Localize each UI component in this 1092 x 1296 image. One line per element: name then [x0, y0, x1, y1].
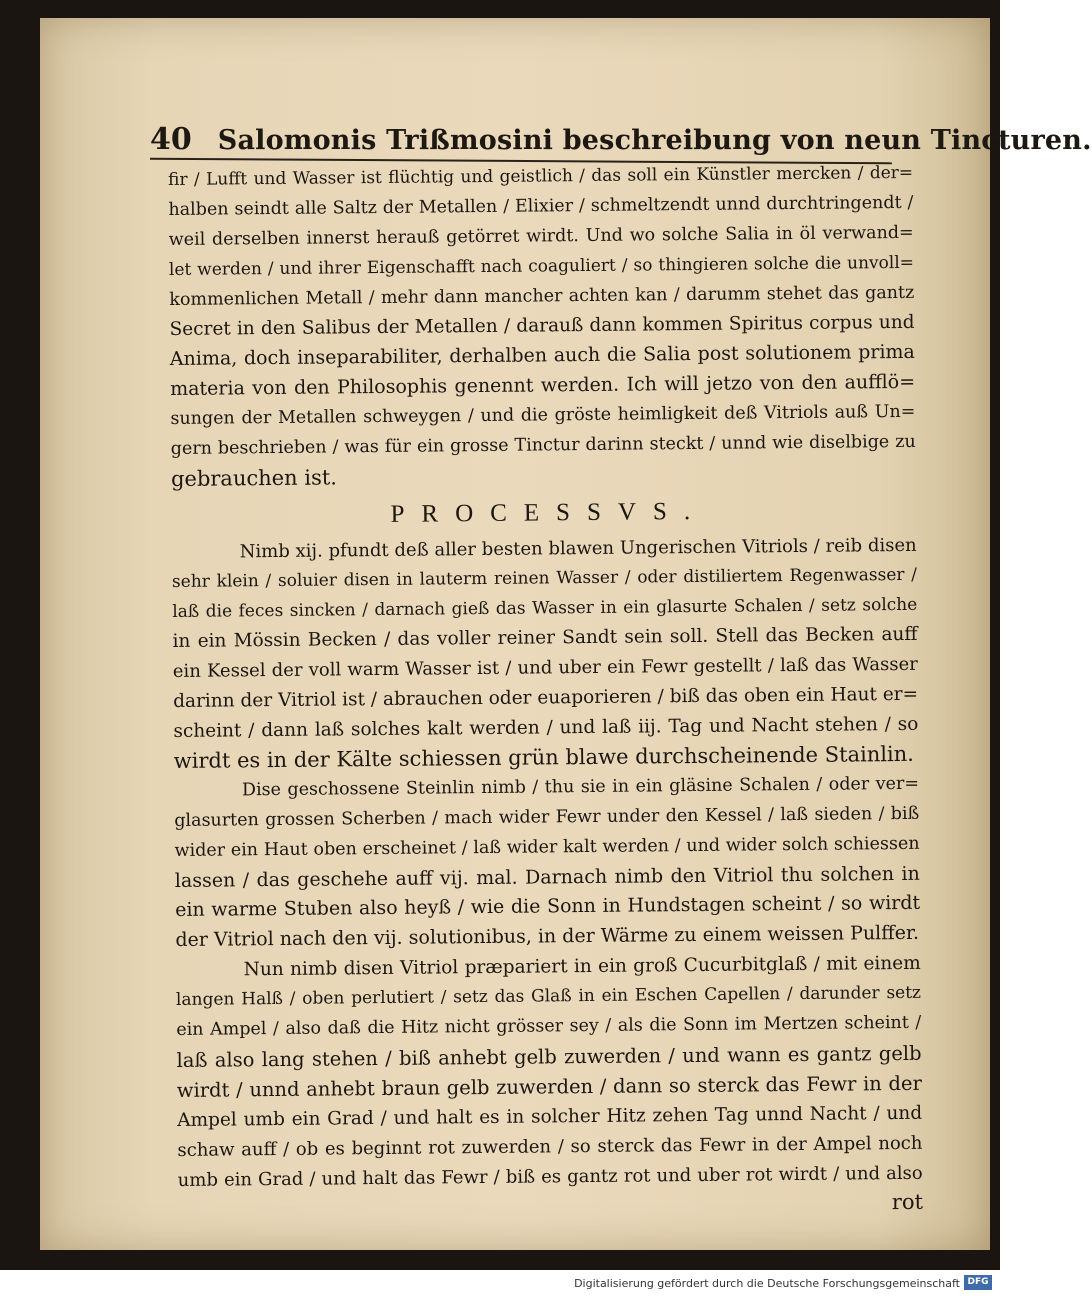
process-line: Nimb xij. pfundt deß aller besten blawen Ungerischen Vitriols / reib disen — [239, 534, 917, 563]
running-head — [150, 122, 1092, 162]
process-line: der Vitriol nach den vij. solutionibus, in der Wärme zu einem weissen Pulffer. — [175, 922, 920, 952]
process-line: umb ein Grad / und halt das Fewr / biß es gantz rot und uber rot wirdt / und also — [177, 1162, 923, 1191]
process-line: laß also lang stehen / biß anhebt gelb zuwerden / und wann es gantz gelb — [176, 1041, 922, 1072]
text-line: fir / Lufft und Wasser ist flüchtig und geistlich / das soll ein Künstler mercken / der= — [168, 162, 914, 190]
process-line: wider ein Haut oben erscheinet / laß wider kalt werden / und wider solch schiessen — [174, 833, 920, 861]
text-line: Anima, doch inseparabiliter, derhalben auch die Salia post solutionem prima — [169, 341, 915, 371]
process-line: laß die feces sincken / darnach gieß das Wasser in ein glasurte Schalen / setz solche — [172, 594, 918, 622]
process-line: glasurten grossen Scherben / mach wider Fewr under den Kessel / laß sieden / biß — [174, 803, 920, 831]
process-line: in ein Mössin Becken / das voller reiner Sandt sein soll. Stell das Becken auff — [172, 624, 918, 653]
section-heading: PROCESSVS. — [390, 497, 708, 528]
footer-bar — [0, 1270, 1000, 1296]
process-line: ein warme Stuben also heyß / wie die Sonn in Hundstagen scheint / so wirdt — [175, 892, 921, 922]
text-line: kommenlichen Metall / mehr dann mancher achten kan / darumm stehet das gantz — [169, 282, 915, 310]
text-line: let werden / und ihrer Eigenschafft nach coaguliert / so thingieren solche die unvoll= — [168, 252, 915, 280]
running-title: Salomonis Trißmosini beschreibung von neun Tincturen. — [217, 125, 1092, 156]
page-number: 40 — [150, 122, 192, 157]
process-line: wirdt / unnd anhebt braun gelb zuwerden / dann so sterck das Fewr in der — [176, 1071, 922, 1102]
process-line: ein Ampel / also daß die Hitz nicht grösser sey / als die Sonn im Mertzen scheint / — [176, 1012, 922, 1041]
process-line: lassen / das geschehe auff vij. mal. Darnach nimb den Vitriol thu solchen in — [174, 862, 920, 892]
funding-credit: Digitalisierung gefördert durch die Deutsche Forschungsgemeinschaft — [574, 1277, 960, 1290]
process-line: darinn der Vitriol ist / abrauchen oder euaporieren / biß das oben ein Haut er= — [173, 684, 919, 713]
process-line: scheint / dann laß solches kalt werden / und laß iij. Tag und Nacht stehen / so — [173, 713, 919, 743]
process-line: sehr klein / soluier disen in lauterm reinen Wasser / oder distiliertem Regenwasser / — [171, 564, 918, 592]
process-line: langen Halß / oben perlutiert / setz das Glaß in ein Eschen Capellen / darunder setz — [175, 982, 922, 1011]
text-line: weil derselben innerst herauß getörret wirdt. Und wo solche Salia in öl verwand= — [168, 222, 914, 250]
catchword: rot — [891, 1190, 924, 1215]
text-line: Secret in den Salibus der Metallen / darauß dann kommen Spiritus corpus und — [169, 312, 915, 341]
process-line: Dise geschossene Steinlin nimb / thu sie in ein gläsine Schalen / oder ver= — [241, 773, 920, 801]
body-text — [168, 159, 923, 1225]
process-line: wirdt es in der Kälte schiessen grün blawe durchscheinende Stainlin. — [173, 741, 915, 774]
process-line: schaw auff / ob es beginnt rot zuwerden / so sterck das Fewr in der Ampel noch — [177, 1132, 923, 1161]
text-line: sungen der Metallen schweygen / und die gröste heimligkeit deß Vitriols auß Un= — [170, 401, 916, 430]
text-line: halben seindt alle Saltz der Metallen / Elixier / schmeltzendt unnd durchtringendt / — [168, 192, 914, 220]
process-line: ein Kessel der voll warm Wasser ist / und uber ein Fewr gestellt / laß das Wasser — [172, 654, 918, 683]
process-line: Ampel umb ein Grad / und halt es in solcher Hitz zehen Tag unnd Nacht / und — [177, 1102, 923, 1131]
text-line: gern beschrieben / was für ein grosse Tinctur darinn steckt / unnd wie diselbige zu — [170, 431, 916, 460]
text-line: gebrauchen ist. — [170, 465, 338, 491]
text-line: materia von den Philosophis genennt werden. Ich will jetzo von den aufflö= — [170, 371, 916, 401]
process-line: Nun nimb disen Vitriol præpariert in ein groß Cucurbitglaß / mit einem — [243, 953, 921, 981]
dfg-logo: DFG — [964, 1275, 992, 1290]
